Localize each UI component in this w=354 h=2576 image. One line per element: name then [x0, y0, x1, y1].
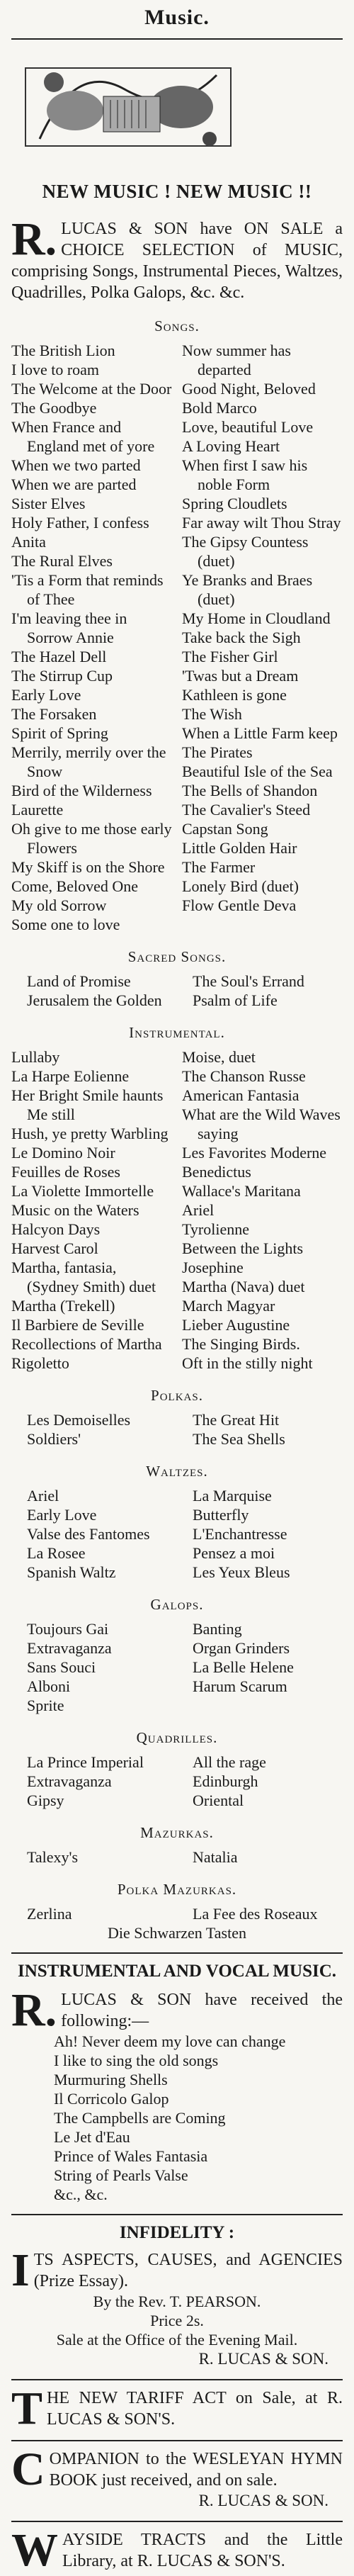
list-item: Martha (Nava) duet	[182, 1278, 305, 1295]
songs-list	[11, 341, 343, 934]
list-item: Ah! Never deem my love can change	[54, 2032, 286, 2050]
mazurkas-list	[11, 1847, 343, 1867]
list-item: The Singing Birds.	[182, 1335, 300, 1353]
list-row	[11, 972, 343, 991]
list-item: Come, Beloved One	[11, 877, 139, 895]
list-item: Recollections of Martha	[11, 1335, 162, 1353]
list-row	[11, 1429, 343, 1449]
list-item: I'm leaving thee in Sorrow Annie	[11, 609, 127, 646]
quadrilles-heading: Quadrilles.	[136, 1729, 218, 1746]
list-item: Oriental	[193, 1792, 244, 1809]
list-row	[11, 1563, 343, 1582]
ad3-author: By the Rev. T. PEARSON.	[93, 2293, 261, 2310]
list-item: Oft in the stilly night	[182, 1354, 313, 1372]
list-item: When a Little Farm keep	[182, 724, 338, 742]
list-item: Josephine	[182, 1259, 244, 1276]
list-item: When we two parted	[11, 456, 141, 474]
list-item: Tyrolienne	[182, 1220, 249, 1238]
list-item: Music on the Waters	[11, 1201, 139, 1219]
list-item: Bold Marco	[182, 399, 257, 417]
list-item: Sister Elves	[11, 495, 86, 512]
list-item: La Rosee	[27, 1544, 86, 1562]
list-item: American Fantasia	[182, 1086, 299, 1104]
list-item: La Harpe Eolienne	[11, 1067, 130, 1085]
list-item: Martha, fantasia, (Sydney Smith) duet	[11, 1259, 156, 1295]
list-row	[11, 1696, 343, 1715]
waltzes-heading: Waltzes.	[146, 1463, 208, 1480]
list-item: Martha (Trekell)	[11, 1297, 115, 1315]
list-item: Butterfly	[193, 1506, 249, 1524]
list-item: The Wish	[182, 705, 242, 723]
list-item: Sans Souci	[27, 1658, 96, 1676]
list-item: The Forsaken	[11, 705, 97, 723]
ad3-paragraph	[11, 2244, 343, 2296]
list-item: Kathleen is gone	[182, 686, 287, 704]
list-item: Il Corricolo Galop	[54, 2090, 169, 2108]
music-instruments-vignette	[11, 47, 245, 160]
list-row	[11, 991, 343, 1010]
list-item: The Sea Shells	[193, 1430, 285, 1448]
list-item: 'Tis a Form that reminds of Thee	[11, 571, 164, 608]
list-item: The Campbells are Coming	[54, 2109, 226, 2127]
list-item: Natalia	[193, 1848, 238, 1866]
list-item: The Fisher Girl	[182, 648, 278, 665]
sacred-list	[11, 972, 343, 1010]
mazurkas-heading: Mazurkas.	[140, 1824, 214, 1841]
sacred-heading: Sacred Songs.	[127, 948, 227, 965]
list-item: All the rage	[193, 1753, 266, 1771]
newspaper-column	[11, 0, 343, 2576]
list-item: Bird of the Wilderness	[11, 782, 152, 799]
list-item: Extravaganza	[27, 1772, 112, 1790]
instrumental-heading: Instrumental.	[129, 1024, 225, 1041]
headline: NEW MUSIC ! NEW MUSIC !!	[42, 181, 312, 202]
list-item: Oh give to me those early Flowers	[11, 820, 172, 857]
ad3-text: TS ASPECTS, CAUSES, and AGENCIES (Prize Essay).	[33, 2251, 343, 2290]
divider	[11, 2440, 343, 2441]
list-item: Capstan Song	[182, 820, 268, 838]
list-item: Ariel	[182, 1201, 215, 1219]
list-item: When we are parted	[11, 476, 137, 493]
list-item: La Belle Helene	[193, 1658, 294, 1676]
list-item: Prince of Wales Fantasia	[54, 2147, 208, 2165]
list-item: Merrily, merrily over the Snow	[11, 743, 166, 780]
list-item: La Fee des Roseaux	[193, 1905, 318, 1923]
ad3-sale: Sale at the Office of the Evening Mail.	[56, 2331, 298, 2349]
quadrilles-list	[11, 1753, 343, 1810]
list-item: I love to roam	[11, 361, 100, 378]
list-item: String of Pearls Valse	[54, 2166, 188, 2184]
divider	[11, 2521, 343, 2522]
list-item: Early Love	[11, 686, 81, 704]
list-item: Early Love	[27, 1506, 97, 1524]
list-item: My Skiff is on the Shore	[11, 858, 165, 876]
list-item: Les Favorites Moderne	[182, 1144, 327, 1162]
list-item: Le Jet d'Eau	[54, 2128, 130, 2146]
intro-paragraph	[11, 213, 343, 303]
ad4-dropcap: T	[11, 2383, 43, 2434]
divider	[11, 2379, 343, 2380]
list-item: When first I saw his noble Form	[182, 456, 308, 493]
list-item	[177, 1696, 343, 1715]
list-item: Sprite	[27, 1697, 64, 1714]
list-item: The Goodbye	[11, 399, 97, 417]
list-item: March Magyar	[182, 1297, 275, 1315]
list-item: 'Twas but a Dream	[182, 667, 299, 685]
ad5-paragraph	[11, 2443, 343, 2495]
list-item: The Bells of Shandon	[182, 782, 318, 799]
list-row	[11, 1543, 343, 1563]
list-item: La Marquise	[193, 1487, 272, 1504]
list-item: Lonely Bird (duet)	[182, 877, 299, 895]
list-item: Land of Promise	[27, 972, 131, 990]
list-item: Far away wilt Thou Stray	[182, 514, 341, 531]
list-row	[11, 1753, 343, 1772]
list-item: Les Yeux Bleus	[193, 1563, 290, 1581]
list-item: Les Demoiselles	[27, 1411, 131, 1429]
list-item: My old Sorrow	[11, 896, 107, 914]
list-item: Her Bright Smile haunts Me still	[11, 1086, 164, 1123]
ad5-text: OMPANION to the WESLEYAN HYMN BOOK just received, and on sale.	[49, 2450, 343, 2490]
list-item: Holy Father, I confess	[11, 514, 149, 531]
list-item: The Farmer	[182, 858, 256, 876]
polka-mazurkas-heading: Polka Mazurkas.	[117, 1881, 237, 1898]
ad5-dropcap: C	[11, 2443, 45, 2495]
divider	[11, 1952, 343, 1954]
list-row	[11, 1619, 343, 1638]
list-item: Wallace's Maritana	[182, 1182, 301, 1200]
list-item: The British Lion	[11, 342, 115, 359]
polka-mazurka-extra: Die Schwarzen Tasten	[108, 1924, 246, 1942]
list-item: Take back the Sigh	[182, 629, 301, 646]
list-item: The Gipsy Countess (duet)	[182, 533, 309, 570]
list-item: Valse des Fantomes	[27, 1525, 150, 1543]
list-item: &c., &c.	[54, 2186, 108, 2203]
list-item: Good Night, Beloved	[182, 380, 316, 398]
list-item: Zerlina	[27, 1905, 72, 1923]
polka-mazurkas-list	[11, 1904, 343, 1923]
list-item: Le Domino Noir	[11, 1144, 115, 1162]
list-item: What are the Wild Waves saying	[182, 1106, 341, 1142]
ad3-title: INFIDELITY :	[119, 2223, 235, 2242]
list-item: The Welcome at the Door	[11, 380, 172, 398]
list-item: Gipsy	[27, 1792, 64, 1809]
list-item: Ye Branks and Braes (duet)	[182, 571, 313, 608]
list-item: Lullaby	[11, 1048, 60, 1066]
list-item: The Hazel Dell	[11, 648, 107, 665]
ad6-paragraph	[11, 2524, 343, 2576]
list-item: My Home in Cloudland	[182, 609, 331, 627]
list-row	[11, 1677, 343, 1696]
list-item: Harvest Carol	[11, 1239, 98, 1257]
list-item: Ariel	[27, 1487, 59, 1504]
list-item: Edinburgh	[193, 1772, 258, 1790]
list-row	[11, 1410, 343, 1429]
list-item: The Chanson Russe	[182, 1067, 306, 1085]
list-item: Beautiful Isle of the Sea	[182, 763, 333, 780]
list-item: L'Enchantresse	[193, 1525, 287, 1543]
list-item: The Great Hit	[193, 1411, 280, 1429]
divider	[11, 2214, 343, 2215]
list-item: The Stirrup Cup	[11, 667, 113, 685]
galops-heading: Galops.	[150, 1596, 204, 1613]
list-item: Now summer has departed	[182, 342, 291, 378]
ad2-text: LUCAS & SON have received the following:—	[61, 1991, 343, 2030]
songs-right-column	[182, 341, 343, 934]
songs-heading: Songs.	[154, 317, 200, 334]
list-item: Flow Gentle Deva	[182, 896, 297, 914]
list-item: Toujours Gai	[27, 1620, 109, 1638]
list-item: Love, beautiful Love	[182, 418, 314, 436]
list-row	[11, 1524, 343, 1543]
list-item: Lieber Augustine	[182, 1316, 290, 1334]
dropcap: R.	[11, 213, 57, 265]
list-item: Soldiers'	[27, 1430, 81, 1448]
list-row	[11, 1638, 343, 1658]
list-row	[11, 1791, 343, 1810]
list-item: Feuilles de Roses	[11, 1163, 120, 1181]
instrumental-right-column	[182, 1047, 343, 1373]
ad2-paragraph	[11, 1984, 343, 2036]
list-row	[11, 1847, 343, 1867]
section-header: Music.	[11, 0, 343, 40]
list-item: When France and England met of yore	[11, 418, 155, 455]
galops-list	[11, 1619, 343, 1715]
list-item: The Rural Elves	[11, 552, 113, 570]
list-item: Spirit of Spring	[11, 724, 108, 742]
list-item: Spring Cloudlets	[182, 495, 287, 512]
list-item: Organ Grinders	[193, 1639, 290, 1657]
list-item: Harum Scarum	[193, 1677, 287, 1695]
polkas-heading: Polkas.	[151, 1387, 203, 1404]
list-item: Rigoletto	[11, 1354, 69, 1372]
ad6-text: AYSIDE TRACTS and the Little Library, at R. LUCAS & SON'S.	[62, 2531, 343, 2570]
list-item: Some one to love	[11, 916, 120, 933]
songs-left-column	[11, 341, 172, 934]
intro-text: LUCAS & SON have ON SALE a CHOICE SELECTION of MUSIC, comprising Songs, Instrumental Pieces, Waltzes, Quadrilles, Polka Galops, &c. &c.	[11, 220, 343, 302]
list-item: Laurette	[11, 801, 64, 819]
ad5-sign: R. LUCAS & SON.	[198, 2492, 329, 2509]
list-item: La Prince Imperial	[27, 1753, 144, 1771]
instrumental-left-column	[11, 1047, 172, 1373]
list-item: Between the Lights	[182, 1239, 304, 1257]
list-item: The Cavalier's Steed	[182, 801, 311, 819]
list-item: Alboni	[27, 1677, 71, 1695]
list-item: Benedictus	[182, 1163, 251, 1181]
list-item: Psalm of Life	[193, 991, 278, 1009]
list-item: Halcyon Days	[11, 1220, 101, 1238]
list-item: Talexy's	[27, 1848, 79, 1866]
ad6-dropcap: W	[11, 2524, 58, 2576]
list-row	[11, 1505, 343, 1524]
list-item: Spanish Waltz	[27, 1563, 116, 1581]
list-row	[11, 1486, 343, 1505]
ad4-paragraph	[11, 2383, 343, 2434]
polkas-list	[11, 1410, 343, 1449]
list-row	[11, 1904, 343, 1923]
list-item: Pensez a moi	[193, 1544, 275, 1562]
list-item: Moise, duet	[182, 1048, 256, 1066]
ad3-dropcap: I	[11, 2244, 30, 2296]
instrumental-list	[11, 1047, 343, 1373]
list-item: Banting	[193, 1620, 242, 1638]
list-item: Il Barbiere de Seville	[11, 1316, 144, 1334]
ad3-sign: R. LUCAS & SON.	[198, 2350, 329, 2368]
ad2-title: INSTRUMENTAL AND VOCAL MUSIC.	[17, 1962, 337, 1981]
ad2-items	[11, 2032, 343, 2204]
list-item: A Loving Heart	[182, 437, 280, 455]
ad2-dropcap: R.	[11, 1984, 57, 2036]
waltzes-list	[11, 1486, 343, 1582]
ad4-text: HE NEW TARIFF ACT on Sale, at R. LUCAS & SON'S.	[47, 2389, 343, 2429]
list-item: Hush, ye pretty Warbling	[11, 1125, 169, 1142]
list-item: The Pirates	[182, 743, 253, 761]
list-item: Anita	[11, 533, 46, 551]
list-item: Jerusalem the Golden	[27, 991, 162, 1009]
list-item: Little Golden Hair	[182, 839, 297, 857]
list-item: The Soul's Errand	[193, 972, 304, 990]
ad3-price: Price 2s.	[150, 2312, 204, 2329]
list-row	[11, 1658, 343, 1677]
list-item: Murmuring Shells	[54, 2071, 168, 2088]
list-item: Extravaganza	[27, 1639, 112, 1657]
list-row	[11, 1772, 343, 1791]
list-item: La Violette Immortelle	[11, 1182, 154, 1200]
list-item: I like to sing the old songs	[54, 2052, 219, 2069]
